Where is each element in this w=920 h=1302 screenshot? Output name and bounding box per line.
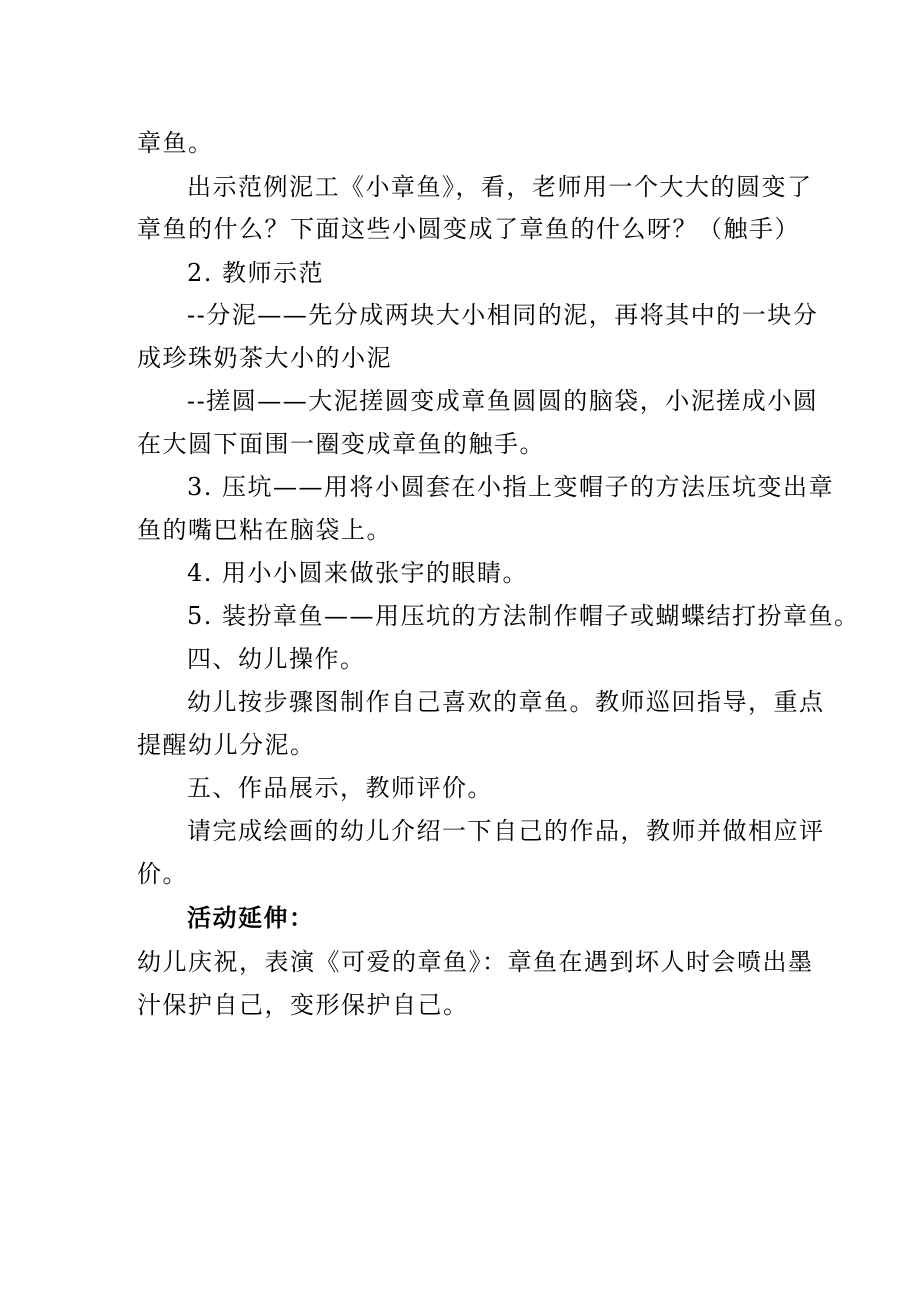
text-line: 成珍珠奶茶大小的小泥	[137, 344, 392, 372]
text-line: 在大圆下面围一圈变成章鱼的触手。	[137, 430, 545, 458]
text-line: 幼儿按步骤图制作自己喜欢的章鱼。教师巡回指导，重点	[187, 688, 825, 716]
text-line: 章鱼的什么？下面这些小圆变成了章鱼的什么呀？（触手）	[137, 215, 800, 243]
text-line: 章鱼。	[137, 129, 214, 157]
text-line: 幼儿庆祝，表演《可爱的章鱼》：章鱼在遇到坏人时会喷出墨	[137, 948, 814, 976]
text-line: 汁保护自己，变形保护自己。	[137, 991, 469, 1019]
activity-extension-heading: 活动延伸：	[187, 904, 315, 932]
text-line: 价。	[137, 860, 188, 888]
section-step-5: 5. 装扮章鱼——用压坑的方法制作帽子或蝴蝶结打扮章鱼。	[187, 602, 860, 630]
text-line: 请完成绘画的幼儿介绍一下自己的作品，教师并做相应评	[187, 817, 825, 845]
text-line: 出示范例泥工《小章鱼》，看，老师用一个大大的圆变了	[187, 173, 813, 201]
section-heading-4: 四、幼儿操作。	[187, 645, 366, 673]
section-step-4: 4. 用小小圆来做张宇的眼睛。	[187, 559, 529, 587]
text-line: --搓圆——大泥搓圆变成章鱼圆圆的脑袋，小泥搓成小圆	[187, 387, 819, 415]
text-line: 提醒幼儿分泥。	[137, 731, 316, 759]
section-heading-5: 五、作品展示，教师评价。	[187, 774, 493, 802]
text-line: --分泥——先分成两块大小相同的泥，再将其中的一块分	[187, 301, 819, 329]
section-step-3: 3. 压坑——用将小圆套在小指上变帽子的方法压坑变出章	[187, 473, 835, 501]
section-step-2: 2. 教师示范	[187, 259, 325, 287]
text-line: 鱼的嘴巴粘在脑袋上。	[137, 516, 392, 544]
